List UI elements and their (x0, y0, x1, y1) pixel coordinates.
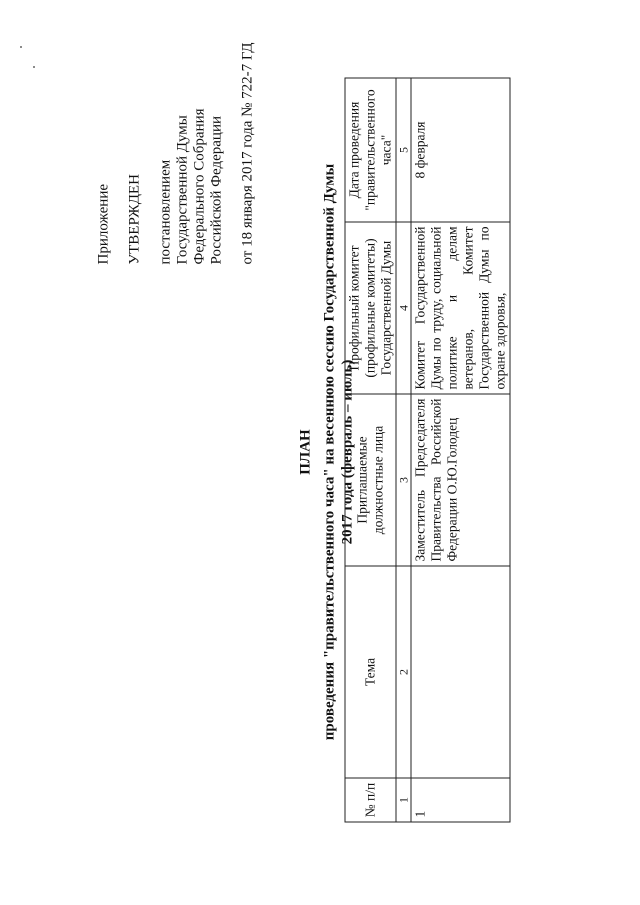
approved-label: УТВЕРЖДЕН (126, 174, 143, 265)
column-number: 2 (396, 566, 411, 778)
column-number: 3 (396, 394, 411, 566)
rotated-content (1, 0, 640, 905)
column-header: Тема (345, 566, 396, 778)
title-line: проведения "правительственного часа" на весеннюю сессию Государственной Думы (321, 163, 338, 741)
resolution-date: от 18 января 2017 года № 722-7 ГД (239, 42, 256, 265)
column-header: Приглашаемые должностные лица (345, 394, 396, 566)
appendix-label: Приложение (95, 183, 112, 265)
column-number: 1 (396, 778, 411, 822)
column-number: 4 (396, 222, 411, 394)
row-officials: Заместитель Председателя Правительства Российской Федерации О.Ю.Голодец (411, 394, 510, 566)
column-header: Профильный комитет (профильные комитеты) Государственной Думы (345, 222, 396, 394)
title-heading: ПЛАН (297, 429, 314, 475)
title-line: 2017 года (февраль – июль) (339, 359, 356, 545)
row-topic (411, 566, 510, 778)
table-row (411, 78, 510, 822)
approval-block (96, 42, 257, 264)
resolution-line: Государственной Думы (174, 115, 191, 265)
column-header: Дата проведения "правительственного часа" (345, 78, 396, 222)
column-number: 5 (396, 78, 411, 222)
plan-table (345, 78, 511, 823)
table-header-row (345, 78, 396, 822)
row-committee: Комитет Государственной Думы по труду, социальной политике и делам ветеранов, Комитет Государственной Думы по охране здоровья, (411, 222, 510, 394)
column-header: № п/п (345, 778, 396, 822)
row-number: 1 (411, 778, 510, 822)
resolution-line: Федерального Собрания (191, 108, 208, 265)
resolution-line: постановлением (157, 159, 174, 265)
resolution-line: Российской Федерации (208, 115, 225, 265)
row-date: 8 февраля (411, 78, 510, 222)
column-number-row (396, 78, 411, 822)
